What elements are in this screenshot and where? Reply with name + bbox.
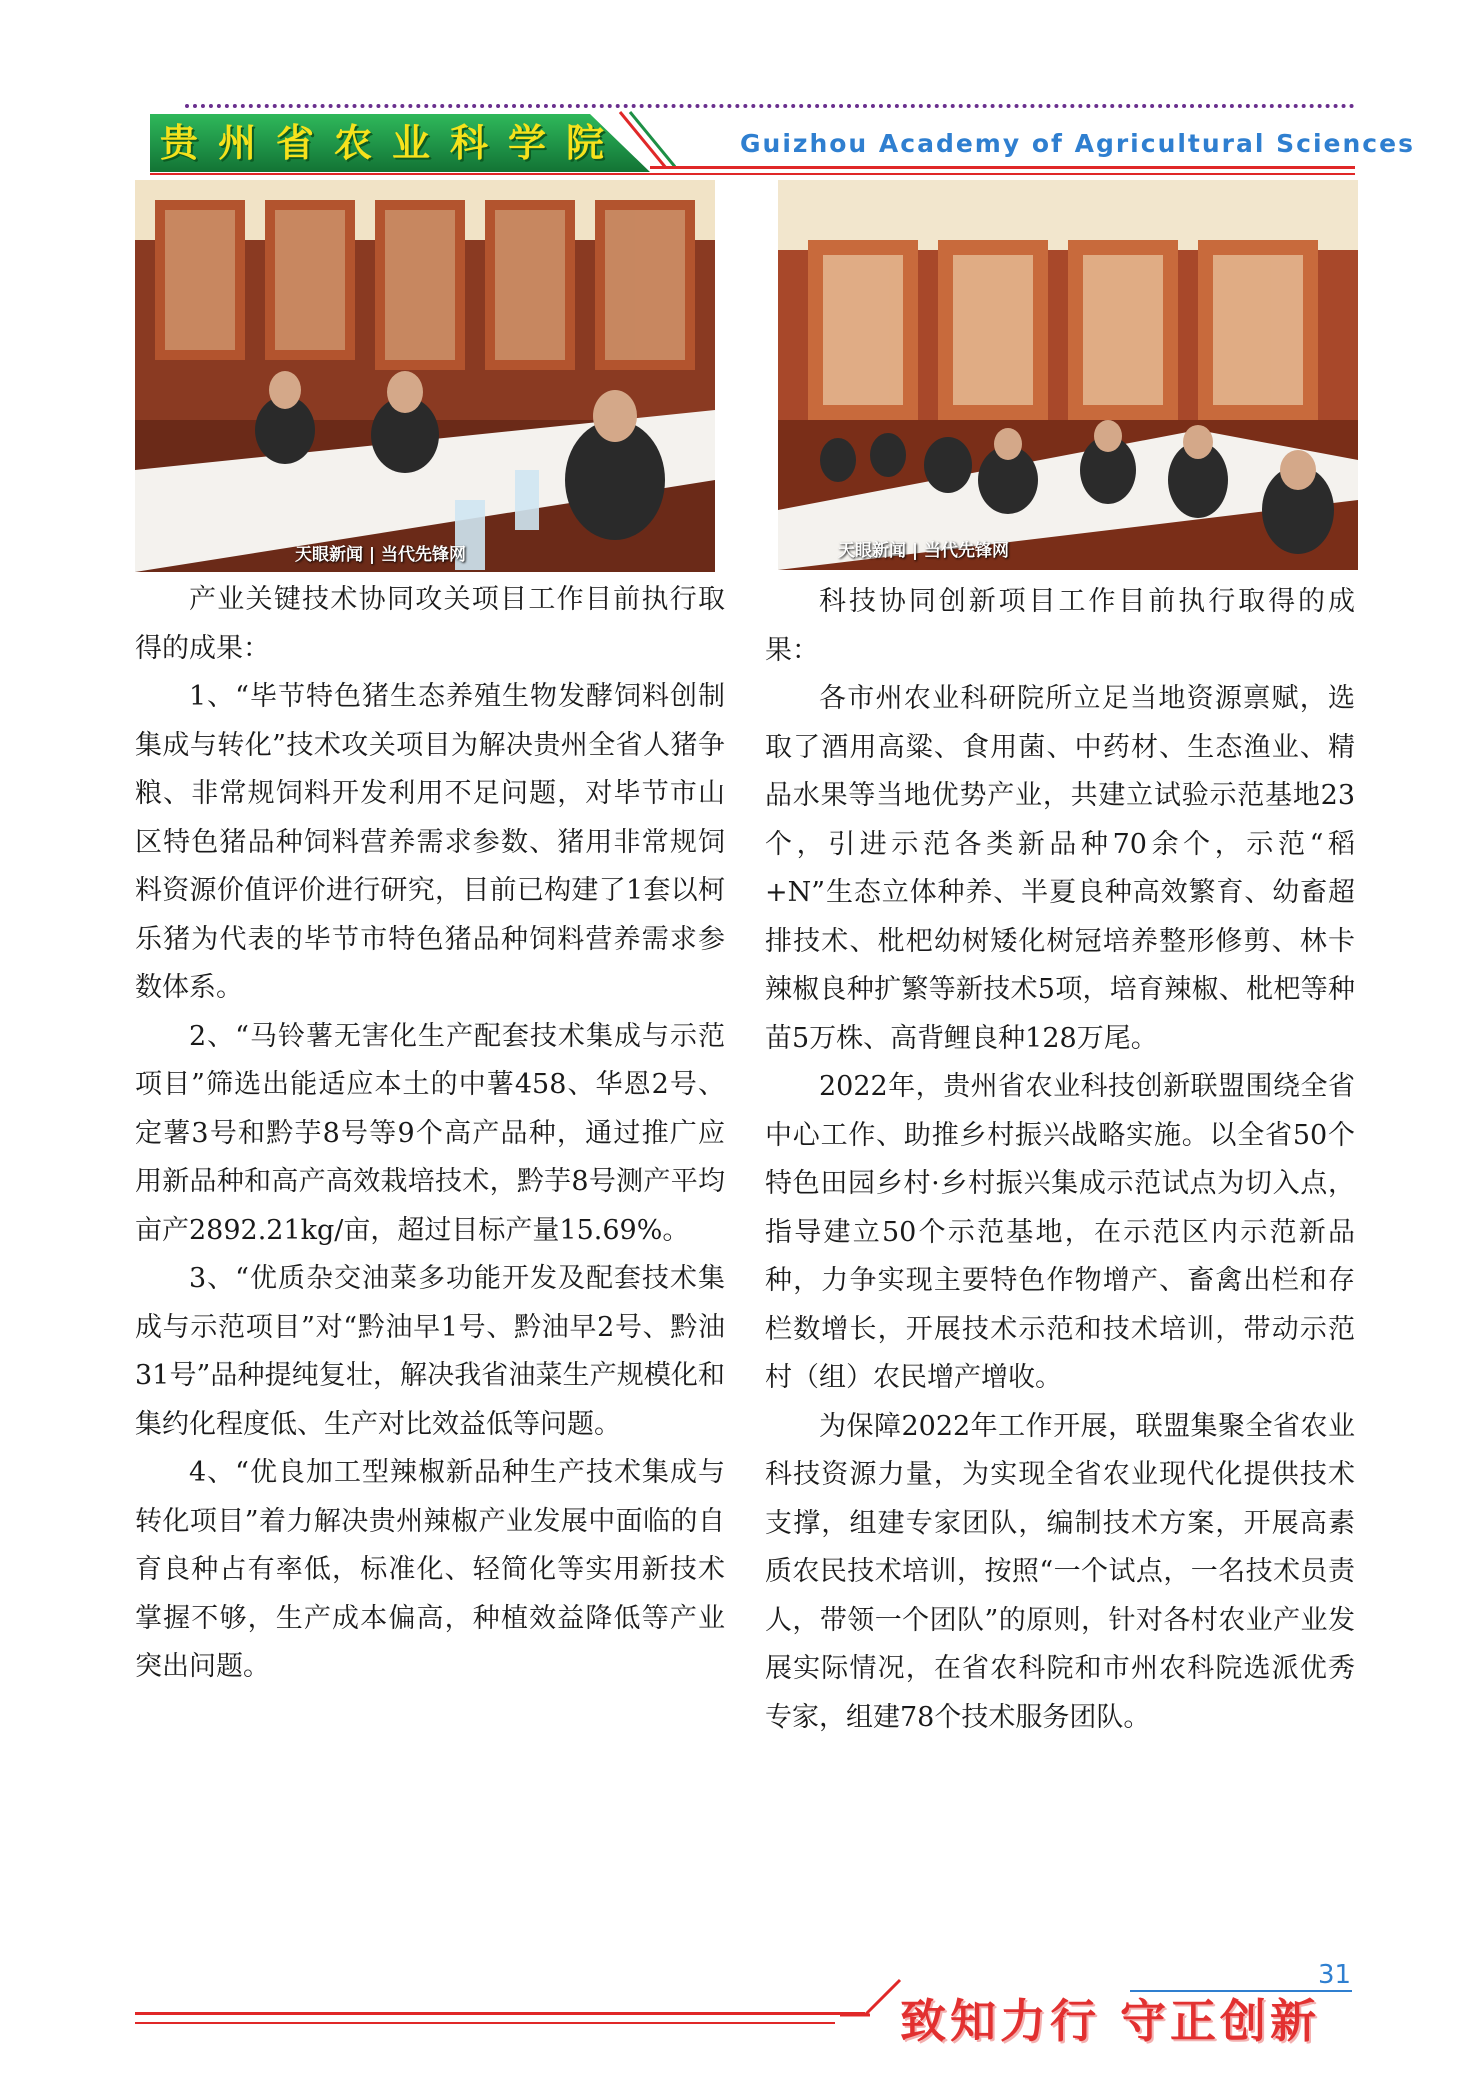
meeting-photo-left [135, 180, 715, 572]
header-title-cn: 贵州省农业科学院 [160, 121, 625, 165]
page-number: 31 [1318, 1960, 1352, 1990]
photo-watermark: 天眼新闻 | 当代先锋网 [295, 545, 467, 565]
right-paragraph-3: 为保障2022年工作开展，联盟集聚全省农业科技资源力量，为实现全省农业现代化提供技术支撑，组建专家团队，编制技术方案，开展高素质农民技术培训，按照“一个试点，一名技术员责人，带领一个团队”的原则，针对各村农业产业发展实际情况，在省农科院和市州农科院选派优秀专家，组建78个技术服务团队。 [765, 1410, 1355, 1733]
footer-rule [135, 2012, 865, 2015]
footer-slogan: 致知力行 守正创新 [900, 1994, 1321, 2048]
right-column-intro: 科技协同创新项目工作目前执行取得的成果： [765, 586, 1355, 666]
meeting-photo-right-image [778, 180, 1358, 570]
header-dotted-line [185, 104, 1355, 108]
left-item-3: 3、“优质杂交油菜多功能开发及配套技术集成与示范项目”对“黔油早1号、黔油早2号、黔油31号”品种提纯复壮，解决我省油菜生产规模化和集约化程度低、生产对比效益低等问题。 [135, 1263, 725, 1440]
left-item-1: 1、“毕节特色猪生态养殖生物发酵饲料创制集成与转化”技术攻关项目为解决贵州全省人猪争粮、非常规饲料开发利用不足问题，对毕节市山区特色猪品种饲料营养需求参数、猪用非常规饲料资源价值评价进行研究，目前已构建了1套以柯乐猪为代表的毕节市特色猪品种饲料营养需求参数体系。 [135, 681, 725, 1003]
right-paragraph-1: 各市州农业科研院所立足当地资源禀赋，选取了酒用高粱、食用菌、中药材、生态渔业、精品水果等当地优势产业，共建立试验示范基地23个，引进示范各类新品种70余个，示范“稻+N”生态立体种养、半夏良种高效繁育、幼畜超排技术、枇杷幼树矮化树冠培养整形修剪、林卡辣椒良种扩繁等新技术5项，培育辣椒、枇杷等种苗5万株、高背鲤良种128万尾。 [765, 683, 1355, 1054]
footer-rule [135, 2022, 835, 2024]
header-rule [150, 173, 1355, 175]
right-column [765, 578, 1355, 1742]
left-column-intro: 产业关键技术协同攻关项目工作目前执行取得的成果： [135, 584, 725, 664]
meeting-photo-right [778, 180, 1358, 570]
left-item-4: 4、“优良加工型辣椒新品种生产技术集成与转化项目”着力解决贵州辣椒产业发展中面临的自育良种占有率低，标准化、轻简化等实用新技术掌握不够，生产成本偏高，种植效益降低等产业突出问题。 [135, 1457, 725, 1682]
left-item-2: 2、“马铃薯无害化生产配套技术集成与示范项目”筛选出能适应本土的中薯458、华恩2号、定薯3号和黔芋8号等9个高产品种，通过推广应用新品种和高产高效栽培技术，黔芋8号测产平均亩产2892.21kg/亩，超过目标产量15.69%。 [135, 1020, 725, 1246]
header-divider-diagonal [616, 110, 676, 174]
right-paragraph-2: 2022年，贵州省农业科技创新联盟围绕全省中心工作、助推乡村振兴战略实施。以全省50个特色田园乡村·乡村振兴集成示范试点为切入点，指导建立50个示范基地，在示范区内示范新品种，力争实现主要特色作物增产、畜禽出栏和存栏数增长，开展技术示范和技术培训，带动示范村（组）农民增产增收。 [765, 1071, 1355, 1393]
meeting-photo-left-image [135, 180, 715, 572]
left-column [135, 576, 725, 1692]
photo-watermark: 天眼新闻 | 当代先锋网 [838, 541, 1010, 561]
header-title-en: Guizhou Academy of Agricultural Sciences [740, 129, 1415, 158]
header-rule [650, 166, 1355, 169]
